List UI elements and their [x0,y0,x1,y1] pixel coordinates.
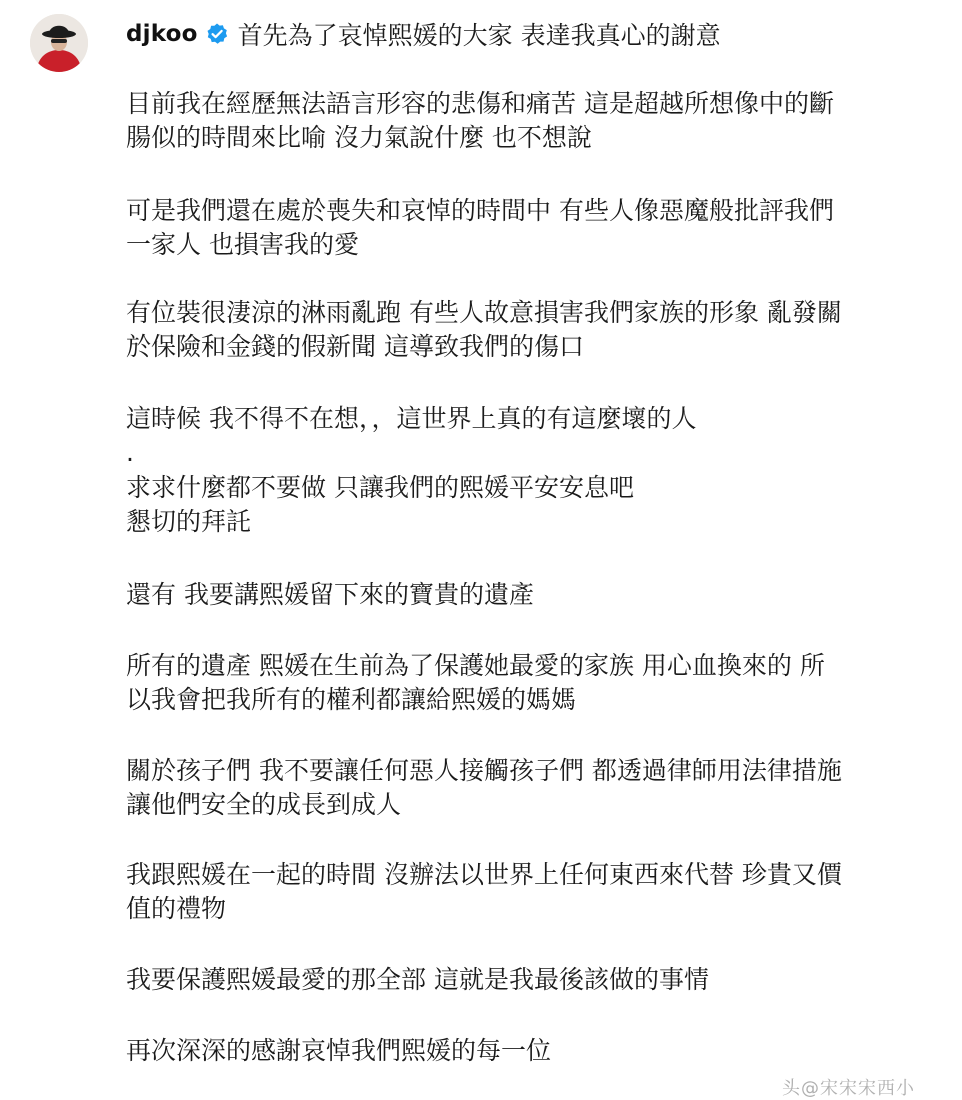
caption-line: 可是我們還在處於喪失和哀悼的時間中 有些人像惡魔般批評我們 [126,196,834,225]
caption-line: 關於孩子們 我不要讓任何惡人接觸孩子們 都透過律師用法律措施 [126,756,842,785]
caption-line: 還有 我要講熙媛留下來的寶貴的遺產 [126,580,534,609]
caption-paragraph [126,87,926,155]
caption-paragraph [126,1034,926,1068]
watermark: 头@宋宋宋西小 [782,1078,915,1099]
avatar-person-icon [30,14,88,72]
caption-line: 懇切的拜託 [126,507,252,536]
caption-line: 所有的遺產 熙媛在生前為了保護她最愛的家族 用心血換來的 所 [126,651,825,680]
caption-line: 我跟熙媛在一起的時間 沒辦法以世界上任何東西來代替 珍貴又價 [126,860,842,889]
caption-line: 這時候 我不得不在想，，這世界上真的有這麼壞的人 [126,404,697,433]
caption-first-line: 首先為了哀悼熙媛的大家 表達我真心的謝意 [237,21,721,50]
caption-line: 一家人 也損害我的愛 [126,230,359,259]
caption-line: 值的禮物 [126,894,227,923]
caption-line: 於保險和金錢的假新聞 這導致我們的傷口 [126,332,584,361]
caption-paragraph [126,754,926,822]
post-header [126,14,721,54]
caption-paragraph [126,402,926,436]
caption-paragraph [126,578,926,612]
caption-paragraph [126,194,926,262]
caption-line: 讓他們安全的成長到成人 [126,790,402,819]
caption-paragraph [126,296,926,364]
caption-line: 我要保護熙媛最愛的那全部 這就是我最後該做的事情 [126,965,709,994]
username-link[interactable]: djkoo [126,21,198,47]
caption-line: 有位裝很淒涼的淋雨亂跑 有些人故意損害我們家族的形象 亂發關 [126,298,842,327]
caption-paragraph [126,963,926,997]
caption-paragraph [126,649,926,717]
caption-line: 以我會把我所有的權利都讓給熙媛的媽媽 [126,685,577,714]
caption-line: 腸似的時間來比喻 沒力氣說什麼 也不想說 [126,123,592,152]
caption-paragraph [126,858,926,926]
caption-line: 目前我在經歷無法語言形容的悲傷和痛苦 這是超越所想像中的斷 [126,89,834,118]
caption-dot: . [126,438,134,467]
caption-line: 求求什麼都不要做 只讓我們的熙媛平安安息吧 [126,473,634,502]
verified-badge-icon [205,22,229,46]
avatar[interactable] [30,14,88,72]
caption-line: 再次深深的感謝哀悼我們熙媛的每一位 [126,1036,552,1065]
caption-paragraph [126,471,926,539]
